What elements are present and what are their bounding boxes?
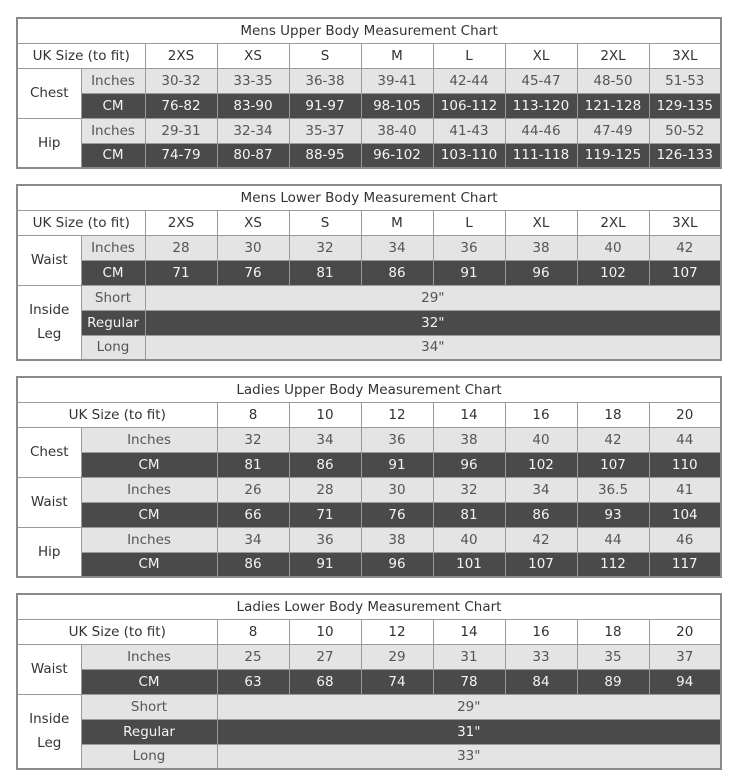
chest-inches-row [17,427,721,452]
size-header-row [17,210,721,235]
size-header-row [17,619,721,644]
size-label: M [361,43,433,68]
long-row [17,335,721,360]
size-label: L [433,210,505,235]
table-cell: 102 [577,260,649,285]
unit-label: CM [81,93,145,118]
unit-label: Inches [81,477,217,502]
regular-row [17,719,721,744]
table-cell: 86 [217,552,289,577]
unit-label: CM [81,260,145,285]
inside-leg-label-line-2: Leg [37,735,62,752]
waist-cm-row [17,260,721,285]
leg-length-label: Short [81,694,217,719]
table-cell: 119-125 [577,143,649,168]
size-label: 18 [577,619,649,644]
table-cell: 33 [505,644,577,669]
table-cell: 41-43 [433,118,505,143]
table-cell: 81 [433,502,505,527]
hip-inches-row [17,118,721,143]
size-label: 2XS [145,43,217,68]
size-label: 10 [289,619,361,644]
table-cell: 86 [505,502,577,527]
table-cell: 104 [649,502,721,527]
table-cell: 38 [505,235,577,260]
table-cell: 38 [433,427,505,452]
waist-inches-row [17,235,721,260]
table-cell: 101 [433,552,505,577]
table-cell: 93 [577,502,649,527]
size-label: M [361,210,433,235]
table-cell: 41 [649,477,721,502]
table-cell: 35-37 [289,118,361,143]
table-cell: 96 [433,452,505,477]
table-cell: 129-135 [649,93,721,118]
table-cell: 80-87 [217,143,289,168]
chest-cm-row [17,452,721,477]
size-label: 14 [433,402,505,427]
table-cell: 28 [289,477,361,502]
size-label: 12 [361,402,433,427]
table-cell: 37 [649,644,721,669]
long-row [17,744,721,769]
size-label: 10 [289,402,361,427]
leg-length-value: 33" [217,744,721,769]
regular-row [17,310,721,335]
waist-label: Waist [17,644,81,694]
short-row [17,694,721,719]
leg-length-value: 29" [145,285,721,310]
chest-label: Chest [17,427,81,477]
table-cell: 117 [649,552,721,577]
table-cell: 42-44 [433,68,505,93]
size-header-label: UK Size (to fit) [17,210,145,235]
size-header-row [17,43,721,68]
table-cell: 40 [433,527,505,552]
table-cell: 76 [361,502,433,527]
table-cell: 36.5 [577,477,649,502]
chart-title: Ladies Upper Body Measurement Chart [17,377,721,402]
table-cell: 42 [505,527,577,552]
table-cell: 83-90 [217,93,289,118]
table-cell: 63 [217,669,289,694]
table-cell: 74 [361,669,433,694]
table-cell: 36 [361,427,433,452]
table-cell: 68 [289,669,361,694]
table-cell: 38 [361,527,433,552]
table-cell: 91 [433,260,505,285]
table-cell: 89 [577,669,649,694]
table-cell: 96 [505,260,577,285]
table-cell: 121-128 [577,93,649,118]
size-label: 2XL [577,43,649,68]
size-label: 8 [217,619,289,644]
unit-label: CM [81,502,217,527]
unit-label: CM [81,552,217,577]
table-cell: 96 [361,552,433,577]
chest-label: Chest [17,68,81,118]
table-cell: 88-95 [289,143,361,168]
table-cell: 111-118 [505,143,577,168]
table-cell: 126-133 [649,143,721,168]
table-cell: 36 [433,235,505,260]
table-cell: 32-34 [217,118,289,143]
size-label: 20 [649,402,721,427]
table-cell: 36-38 [289,68,361,93]
table-cell: 29 [361,644,433,669]
table-cell: 40 [505,427,577,452]
waist-inches-row [17,644,721,669]
unit-label: Inches [81,118,145,143]
table-cell: 44 [577,527,649,552]
table-cell: 66 [217,502,289,527]
table-cell: 110 [649,452,721,477]
unit-label: Inches [81,427,217,452]
table-cell: 32 [217,427,289,452]
table-cell: 36 [289,527,361,552]
size-label: L [433,43,505,68]
leg-length-label: Short [81,285,145,310]
table-cell: 35 [577,644,649,669]
table-cell: 30-32 [145,68,217,93]
table-cell: 71 [145,260,217,285]
table-cell: 32 [289,235,361,260]
table-cell: 107 [505,552,577,577]
size-label: 3XL [649,43,721,68]
table-cell: 81 [289,260,361,285]
waist-inches-row [17,477,721,502]
table-cell: 50-52 [649,118,721,143]
mens-lower-body-chart [16,184,722,361]
waist-label: Waist [17,235,81,285]
table-cell: 40 [577,235,649,260]
chest-cm-row [17,93,721,118]
table-cell: 86 [361,260,433,285]
waist-label: Waist [17,477,81,527]
table-cell: 34 [505,477,577,502]
size-label: 3XL [649,210,721,235]
ladies-upper-body-chart [16,376,722,578]
size-label: 2XS [145,210,217,235]
table-cell: 96-102 [361,143,433,168]
table-cell: 47-49 [577,118,649,143]
hip-label: Hip [17,118,81,168]
inside-leg-label [17,285,81,360]
inside-leg-label [17,694,81,769]
chart-title: Ladies Lower Body Measurement Chart [17,594,721,619]
table-cell: 76 [217,260,289,285]
table-cell: 34 [289,427,361,452]
table-cell: 94 [649,669,721,694]
inside-leg-label-line-1: Inside [29,711,70,728]
chest-inches-row [17,68,721,93]
size-label: XS [217,43,289,68]
size-label: S [289,43,361,68]
mens-upper-body-chart [16,17,722,169]
chart-title: Mens Upper Body Measurement Chart [17,18,721,43]
size-label: 20 [649,619,721,644]
chart-title: Mens Lower Body Measurement Chart [17,185,721,210]
table-cell: 86 [289,452,361,477]
size-header-label: UK Size (to fit) [17,43,145,68]
table-cell: 25 [217,644,289,669]
size-header-row [17,402,721,427]
leg-length-label: Regular [81,719,217,744]
table-cell: 91 [289,552,361,577]
table-cell: 103-110 [433,143,505,168]
table-cell: 81 [217,452,289,477]
table-cell: 113-120 [505,93,577,118]
table-cell: 84 [505,669,577,694]
hip-label: Hip [17,527,81,577]
table-cell: 98-105 [361,93,433,118]
size-label: 12 [361,619,433,644]
ladies-lower-body-chart [16,593,722,770]
unit-label: Inches [81,527,217,552]
size-header-label: UK Size (to fit) [17,619,217,644]
size-label: 16 [505,619,577,644]
table-cell: 46 [649,527,721,552]
table-cell: 32 [433,477,505,502]
leg-length-value: 29" [217,694,721,719]
table-cell: 112 [577,552,649,577]
inside-leg-label-line-2: Leg [37,326,62,343]
size-label: 18 [577,402,649,427]
table-cell: 106-112 [433,93,505,118]
hip-inches-row [17,527,721,552]
size-label: 14 [433,619,505,644]
size-label: XL [505,43,577,68]
table-cell: 45-47 [505,68,577,93]
waist-cm-row [17,669,721,694]
table-cell: 74-79 [145,143,217,168]
table-cell: 78 [433,669,505,694]
table-cell: 27 [289,644,361,669]
leg-length-value: 34" [145,335,721,360]
table-cell: 48-50 [577,68,649,93]
unit-label: CM [81,669,217,694]
table-cell: 42 [649,235,721,260]
table-cell: 91 [361,452,433,477]
size-label: 8 [217,402,289,427]
table-cell: 91-97 [289,93,361,118]
hip-cm-row [17,143,721,168]
size-label: 16 [505,402,577,427]
size-label: S [289,210,361,235]
table-cell: 28 [145,235,217,260]
size-label: XL [505,210,577,235]
table-cell: 44 [649,427,721,452]
unit-label: Inches [81,68,145,93]
table-cell: 42 [577,427,649,452]
unit-label: Inches [81,235,145,260]
table-cell: 38-40 [361,118,433,143]
unit-label: CM [81,143,145,168]
table-cell: 39-41 [361,68,433,93]
table-cell: 34 [217,527,289,552]
unit-label: CM [81,452,217,477]
unit-label: Inches [81,644,217,669]
table-cell: 76-82 [145,93,217,118]
table-cell: 30 [361,477,433,502]
leg-length-value: 31" [217,719,721,744]
short-row [17,285,721,310]
table-cell: 34 [361,235,433,260]
waist-cm-row [17,502,721,527]
size-label: 2XL [577,210,649,235]
table-cell: 26 [217,477,289,502]
table-cell: 107 [649,260,721,285]
hip-cm-row [17,552,721,577]
table-cell: 107 [577,452,649,477]
size-header-label: UK Size (to fit) [17,402,217,427]
leg-length-label: Regular [81,310,145,335]
table-cell: 102 [505,452,577,477]
table-cell: 51-53 [649,68,721,93]
table-cell: 31 [433,644,505,669]
table-cell: 71 [289,502,361,527]
leg-length-label: Long [81,744,217,769]
table-cell: 33-35 [217,68,289,93]
table-cell: 29-31 [145,118,217,143]
size-label: XS [217,210,289,235]
leg-length-value: 32" [145,310,721,335]
table-cell: 44-46 [505,118,577,143]
table-cell: 30 [217,235,289,260]
inside-leg-label-line-1: Inside [29,302,70,319]
leg-length-label: Long [81,335,145,360]
